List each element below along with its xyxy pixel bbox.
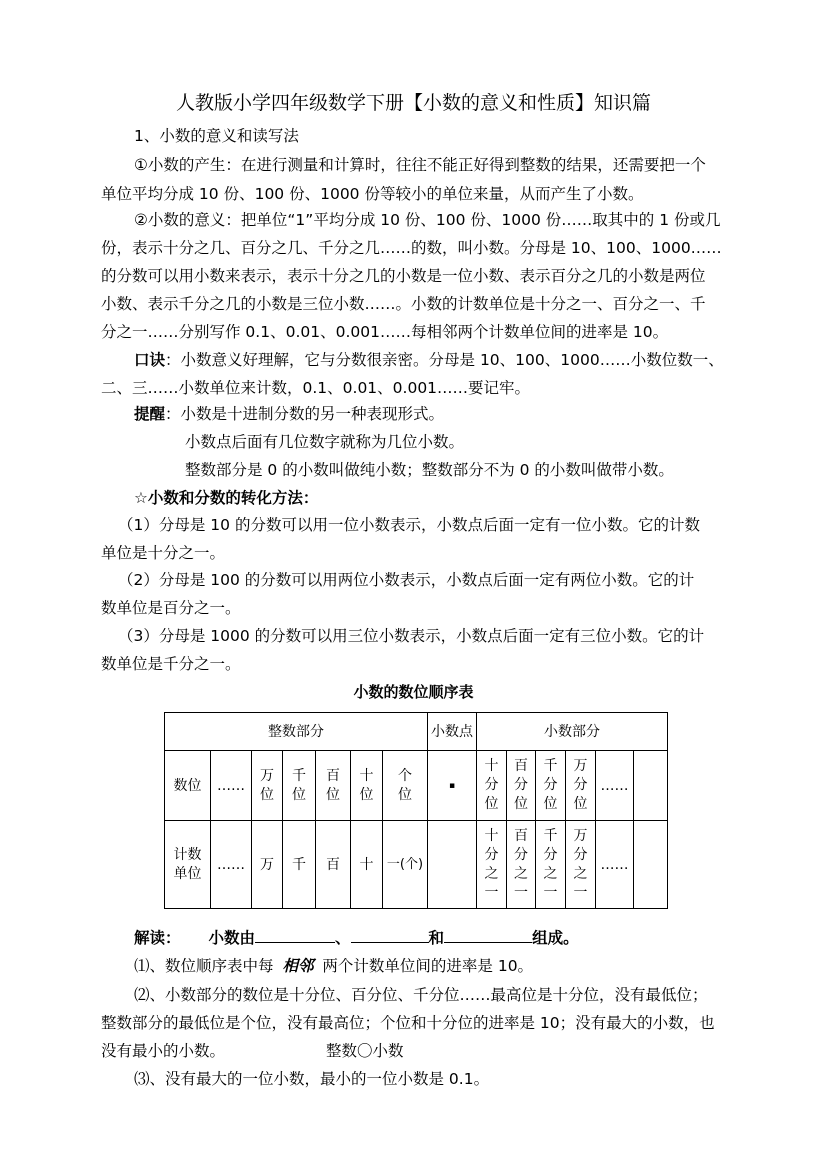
table-cell: 十分位 [477, 751, 507, 821]
paragraph-line: 分之一……分别写作 0.1、0.01、0.001……每相邻两个计数单位间的进率是 10。 [101, 323, 669, 341]
table-cell: 百 [316, 821, 351, 909]
fill-blank [351, 928, 429, 943]
table-cell: 十 [351, 821, 383, 909]
conversion-line: （3）分母是 1000 的分数可以用三位小数表示，小数点后面一定有三位小数。它的计 [118, 627, 705, 645]
table-cell: 十分之一 [477, 821, 507, 909]
conversion-line: （1）分母是 10 的分数可以用一位小数表示，小数点后面一定有一位小数。它的计数 [118, 516, 700, 534]
paragraph-line: 小数、表示千分之几的小数是三位小数……。小数的计数单位是十分之一、百分之一、千 [101, 295, 706, 313]
table-cell: 千位 [283, 751, 316, 821]
interpretation-label: 解读： [134, 929, 181, 947]
comparison-blank: 整数〇小数 [326, 1042, 404, 1060]
table-cell: 万 [252, 821, 283, 909]
table-cell [634, 751, 668, 821]
table-header-row [165, 713, 668, 751]
reminder-line: 整数部分是 0 的小数叫做纯小数；整数部分不为 0 的小数叫做带小数。 [185, 461, 674, 479]
mnemonic-line: 口诀：小数意义好理解，它与分数很亲密。分母是 10、100、1000……小数位数一、 [134, 351, 724, 369]
note-line: ⑶、没有最大的一位小数，最小的一位小数是 0.1。 [134, 1070, 490, 1088]
reminder-line: 提醒：小数是十进制分数的另一种表现形式。 [134, 405, 445, 423]
paragraph-line: 份，表示十分之几、百分之几、千分之几……的数，叫小数。分母是 10、100、1000…… [101, 239, 722, 257]
table-cell: 千 [283, 821, 316, 909]
decimal-point-header: 小数点 [428, 713, 477, 751]
table-cell: 百分位 [507, 751, 536, 821]
table-cell: 万位 [252, 751, 283, 821]
note-line: ⑴、数位顺序表中每 相邻 两个计数单位间的进率是 10。 [134, 957, 534, 975]
table-cell: 个位 [383, 751, 428, 821]
row-label: 计数单位 [165, 821, 211, 909]
decimal-part-header: 小数部分 [477, 713, 668, 751]
mnemonic-label: 口诀 [134, 351, 166, 369]
paragraph-line: ②小数的意义：把单位“1”平均分成 10 份、100 份、1000 份……取其中的 1 份或几 [134, 211, 721, 229]
note-line: ⑵、小数部分的数位是十分位、百分位、千分位……最高位是十分位，没有最低位； [134, 986, 708, 1004]
conversion-heading: ☆小数和分数的转化方法： [134, 489, 319, 507]
emphasis-text: 相邻 [282, 957, 314, 975]
table-cell: 千分之一 [536, 821, 566, 909]
integer-part-header: 整数部分 [165, 713, 428, 751]
table-row [165, 821, 668, 909]
table-cell: …… [596, 821, 634, 909]
table-cell: 万分之一 [566, 821, 596, 909]
table-cell: 百分之一 [507, 821, 536, 909]
reminder-label: 提醒 [134, 405, 166, 423]
table-cell: …… [211, 751, 252, 821]
conversion-line: （2）分母是 100 的分数可以用两位小数表示，小数点后面一定有两位小数。它的计 [118, 571, 695, 589]
document-title: 人教版小学四年级数学下册【小数的意义和性质】知识篇 [175, 92, 651, 114]
table-cell [428, 821, 477, 909]
interpretation-line: 解读： 小数由 、 和 组成。 [134, 929, 579, 947]
table-cell: 百位 [316, 751, 351, 821]
conversion-line: 数单位是千分之一。 [101, 655, 241, 673]
section-heading: 1、小数的意义和读写法 [134, 127, 299, 145]
fill-blank [255, 928, 335, 943]
paragraph-line: ①小数的产生：在进行测量和计算时，往往不能正好得到整数的结果，还需要把一个 [134, 156, 706, 174]
paragraph-line: 单位平均分成 10 份、100 份、1000 份等较小的单位来量，从而产生了小数。 [101, 185, 644, 203]
conversion-line: 单位是十分之一。 [101, 544, 226, 562]
paragraph-line: 的分数可以用小数来表示，表示十分之几的小数是一位小数、表示百分之几的小数是两位 [101, 267, 706, 285]
table-cell: 十位 [351, 751, 383, 821]
row-label: 数位 [165, 751, 211, 821]
table-cell: 一(个) [383, 821, 428, 909]
table-cell: 千分位 [536, 751, 566, 821]
table-cell: …… [211, 821, 252, 909]
table-cell: 万分位 [566, 751, 596, 821]
conversion-line: 数单位是百分之一。 [101, 599, 241, 617]
table-row [165, 751, 668, 821]
table-title: 小数的数位顺序表 [353, 683, 474, 701]
place-value-table [164, 712, 668, 909]
note-line: 整数部分的最低位是个位，没有最高位；个位和十分位的进率是 10；没有最大的小数，也 [101, 1014, 715, 1032]
note-line: 没有最小的小数。 [101, 1042, 226, 1060]
fill-blank [444, 928, 532, 943]
mnemonic-line: 二、三……小数单位来计数，0.1、0.01、0.001……要记牢。 [101, 379, 531, 397]
reminder-line: 小数点后面有几位数字就称为几位小数。 [185, 433, 465, 451]
table-cell [634, 821, 668, 909]
table-cell: …… [596, 751, 634, 821]
decimal-point-cell: ▪ [428, 751, 477, 821]
